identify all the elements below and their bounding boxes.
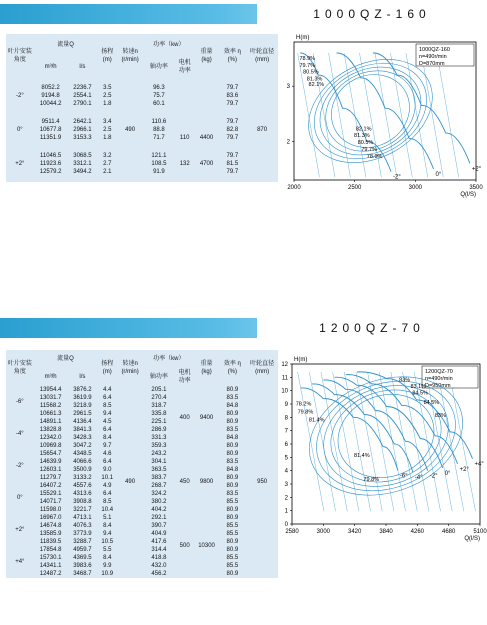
x-tick-label: 2580 [285, 529, 299, 535]
cell-head: 3.5 [103, 85, 112, 91]
info-line: D=950mm [425, 383, 451, 389]
hdr-motor-power: 电机功率 [175, 368, 195, 386]
cell-efficiency: 80.9 [226, 547, 239, 553]
cell-flow-ls: 3908.8 [73, 499, 92, 505]
cell-head: 9.4 [103, 411, 112, 417]
cell-flow-m3h: 9194.8 [41, 93, 60, 99]
cell-flow-m3h: 13828.8 [39, 427, 62, 433]
efficiency-label: 82.1% [355, 126, 372, 133]
x-tick-label: 2000 [287, 185, 301, 191]
cell-head: 8.5 [103, 403, 112, 409]
cell-flow-ls: 3218.9 [73, 403, 92, 409]
cell-efficiency: 79.7 [226, 135, 239, 141]
x-tick-label: 4680 [441, 529, 456, 535]
y-axis-label: H(m) [296, 35, 310, 41]
efficiency-label: 83% [399, 377, 411, 384]
cell-head: 6.4 [103, 427, 112, 433]
cell-head: 2.1 [103, 169, 112, 175]
cell-flow-ls: 4348.5 [73, 451, 92, 457]
x-tick-label: 3840 [379, 529, 393, 535]
cell-efficiency: 80.9 [226, 411, 239, 417]
series-label: 0° [435, 171, 442, 178]
cell-efficiency: 79.7 [226, 169, 239, 175]
cell-weight: 4700 [199, 161, 214, 167]
cell-efficiency: 82.8 [226, 127, 239, 133]
cell-efficiency: 85.5 [226, 555, 239, 561]
cell-head: 4.4 [103, 387, 112, 393]
cell-flow-m3h: 11351.9 [39, 135, 62, 141]
cell-efficiency: 83.5 [226, 395, 239, 401]
cell-efficiency: 83.6 [226, 93, 239, 99]
cell-flow-m3h: 14639.9 [39, 459, 62, 465]
cell-head: 9.0 [103, 467, 112, 473]
cell-efficiency: 80.9 [226, 539, 239, 545]
hdr-flow-ls: l/s [67, 368, 97, 386]
cell-flow-ls: 3221.7 [73, 507, 92, 513]
hdr-power: 功率（kw） [143, 34, 195, 56]
cell-flow-m3h: 12579.2 [39, 169, 62, 175]
cell-motor-power: 450 [179, 479, 190, 485]
cell-flow-ls: 4369.5 [73, 555, 92, 561]
cell-shaft-power: 383.7 [151, 475, 167, 481]
series-label: +2° [471, 166, 482, 173]
cell-shaft-power: 96.3 [153, 85, 165, 91]
cell-shaft-power: 417.6 [151, 539, 167, 545]
y-tick-label: 7 [284, 428, 288, 435]
cell-efficiency: 84.8 [226, 435, 239, 441]
cell-flow-m3h: 10969.8 [39, 443, 62, 449]
x-axis-label: Q(l/S) [460, 192, 476, 198]
hdr-efficiency: 效率 η (%) [218, 34, 246, 78]
spec-table-1000qz160 [6, 34, 278, 182]
cell-flow-ls: 3494.2 [73, 169, 92, 175]
y-tick-label: 8 [284, 415, 288, 422]
y-tick-label: 3 [286, 84, 290, 91]
cell-shaft-power: 108.5 [151, 161, 167, 167]
cell-shaft-power: 363.5 [151, 467, 167, 473]
cell-flow-ls: 3500.9 [73, 467, 92, 473]
group-angle: -2° [15, 93, 24, 99]
performance-chart-2 [272, 354, 487, 544]
efficiency-label: 84.5% [412, 390, 428, 397]
performance-chart-1 [272, 32, 482, 202]
y-tick-label: 2 [286, 139, 290, 146]
cell-flow-ls: 3773.9 [73, 531, 92, 537]
cell-head: 9.7 [103, 443, 112, 449]
cell-flow-m3h: 12342.0 [39, 435, 62, 441]
cell-flow-ls: 3876.2 [73, 387, 92, 393]
section-title-1: 1000QZ-160 [257, 4, 487, 24]
y-tick-label: 3 [284, 482, 288, 488]
efficiency-label: 84.5% [423, 400, 440, 406]
efficiency-label: 81.4% [308, 417, 325, 424]
efficiency-label: 79.7% [361, 147, 377, 154]
cell-flow-ls: 2642.1 [73, 119, 92, 125]
x-tick-label: 2500 [347, 185, 362, 191]
cell-flow-ls: 3468.7 [73, 571, 92, 577]
cell-flow-m3h: 12603.1 [39, 467, 62, 473]
cell-efficiency: 80.9 [226, 515, 239, 521]
efficiency-label: 81.3% [354, 133, 370, 140]
cell-efficiency: 79.7 [226, 101, 239, 107]
hdr-blade-angle: 叶片安装角度 [6, 350, 34, 386]
y-tick-label: 6 [284, 442, 288, 448]
info-box [416, 44, 474, 67]
cell-weight: 9400 [199, 415, 214, 421]
cell-head: 3.4 [103, 119, 112, 125]
hdr-flow: 流量Q [34, 350, 98, 368]
cell-weight: 9800 [199, 479, 214, 485]
cell-flow-m3h: 13585.9 [39, 531, 62, 537]
y-tick-label: 9 [284, 402, 288, 408]
cell-efficiency: 79.7 [226, 85, 239, 91]
chart-1000qz160 [272, 32, 482, 202]
cell-shaft-power: 318.7 [151, 403, 167, 409]
hdr-power: 功率（kw） [143, 350, 195, 368]
cell-efficiency: 84.8 [226, 403, 239, 409]
cell-flow-m3h: 11598.0 [39, 507, 62, 513]
cell-flow-ls: 4136.4 [73, 419, 92, 425]
group-angle: +2° [15, 161, 25, 167]
hdr-flow-m3h: m³/h [34, 368, 68, 386]
cell-flow-ls: 3153.3 [73, 135, 92, 141]
cell-flow-m3h: 14891.1 [39, 419, 62, 425]
cell-efficiency: 85.5 [226, 563, 239, 569]
y-tick-label: 4 [284, 468, 288, 475]
efficiency-label: 80.5% [303, 69, 319, 76]
cell-head: 4.6 [103, 451, 112, 457]
y-tick-label: 10 [281, 388, 288, 395]
cell-efficiency: 85.5 [226, 499, 239, 505]
hdr-flow: 流量Q [34, 34, 98, 56]
cell-shaft-power: 418.8 [151, 555, 167, 561]
cell-head: 6.4 [103, 491, 112, 497]
x-tick-label: 5100 [473, 529, 487, 535]
hdr-weight: 重量 (kg) [195, 350, 219, 386]
cell-motor-power: 400 [179, 415, 190, 421]
section-header-band-2 [0, 318, 487, 338]
hdr-impeller-dia: 叶轮直径 (mm) [246, 350, 278, 386]
cell-shaft-power: 268.7 [151, 483, 167, 489]
cell-flow-ls: 3047.2 [73, 443, 92, 449]
group-angle: -4° [15, 431, 24, 437]
info-line: D=870mm [419, 61, 445, 67]
x-tick-label: 3000 [316, 529, 331, 535]
group-angle: +4° [15, 559, 25, 565]
cell-flow-ls: 3983.6 [73, 563, 92, 569]
cell-head: 4.5 [103, 419, 112, 425]
cell-shaft-power: 314.4 [151, 547, 167, 553]
cell-efficiency: 85.5 [226, 531, 239, 537]
cell-flow-m3h: 16967.0 [39, 515, 62, 521]
efficiency-label: 80.5% [357, 140, 374, 147]
efficiency-label: 81.3% [306, 76, 323, 83]
cell-efficiency: 80.9 [226, 571, 239, 577]
efficiency-label: 82.1% [308, 82, 325, 89]
chart-1200qz70 [272, 354, 487, 544]
cell-shaft-power: 110.6 [151, 119, 167, 125]
cell-shaft-power: 390.7 [151, 523, 167, 529]
cell-flow-ls: 3068.5 [73, 153, 92, 159]
cell-efficiency: 79.7 [226, 153, 239, 159]
cell-flow-ls: 3428.3 [73, 435, 92, 441]
cell-motor-power: 132 [179, 161, 190, 167]
cell-motor-power: 500 [179, 543, 190, 549]
hdr-head: 扬程 (m) [97, 34, 117, 78]
series-label: -6° [399, 473, 408, 480]
group-angle: +2° [15, 527, 25, 533]
cell-shaft-power: 75.7 [153, 93, 165, 99]
efficiency-label: 79.8% [363, 476, 380, 483]
cell-head: 2.5 [103, 93, 112, 99]
cell-flow-m3h: 17854.8 [39, 547, 62, 553]
cell-efficiency: 80.9 [226, 483, 239, 489]
efficiency-label: 83% [434, 412, 446, 419]
cell-flow-m3h: 11568.2 [39, 403, 62, 409]
efficiency-label: 78.9% [366, 153, 383, 160]
cell-shaft-power: 243.2 [151, 451, 167, 457]
cell-flow-ls: 2790.1 [73, 101, 92, 107]
spec-table-1200qz70 [6, 350, 278, 578]
efficiency-label: 81.4% [354, 452, 370, 459]
cell-flow-ls: 3312.1 [73, 161, 92, 167]
cell-flow-m3h: 11923.6 [39, 161, 62, 167]
cell-flow-m3h: 16407.2 [39, 483, 62, 489]
cell-head: 2.7 [103, 161, 112, 167]
cell-flow-m3h: 13031.7 [39, 395, 62, 401]
y-tick-label: 11 [281, 375, 288, 382]
y-tick-label: 5 [284, 455, 288, 462]
hdr-blade-angle: 叶片安装角度 [6, 34, 34, 78]
cell-flow-m3h: 11839.5 [39, 539, 62, 545]
cell-head: 5.1 [103, 515, 112, 521]
cell-head: 9.9 [103, 563, 112, 569]
cell-flow-ls: 4313.6 [73, 491, 92, 497]
cell-flow-ls: 4959.7 [73, 547, 92, 553]
group-angle: -2° [15, 463, 24, 469]
cell-flow-ls: 4557.6 [73, 483, 92, 489]
x-tick-label: 3500 [469, 185, 483, 191]
cell-efficiency: 80.9 [226, 443, 239, 449]
cell-head: 5.5 [103, 547, 112, 553]
cell-speed: 490 [125, 127, 136, 133]
info-line: 1200QZ-70 [425, 369, 453, 375]
hdr-shaft-power: 轴功率 [143, 368, 175, 386]
series-label: 0° [444, 471, 451, 477]
cell-flow-m3h: 10044.2 [39, 101, 62, 107]
cell-shaft-power: 404.2 [151, 507, 167, 513]
cell-flow-m3h: 10661.3 [39, 411, 62, 417]
x-axis-label: Q(l/S) [464, 536, 480, 542]
cell-head: 10.9 [101, 571, 114, 577]
cell-shaft-power: 91.9 [153, 169, 165, 175]
hdr-impeller-dia: 叶轮直径 (mm) [246, 34, 278, 78]
section-header-band-1 [0, 4, 487, 24]
cell-efficiency: 84.8 [226, 467, 239, 473]
x-tick-label: 4260 [410, 529, 425, 535]
cell-shaft-power: 270.4 [151, 395, 167, 401]
hdr-flow-m3h: m³/h [34, 56, 68, 78]
hdr-shaft-power: 轴功率 [143, 56, 175, 78]
cell-weight: 4400 [199, 135, 214, 141]
cell-head: 9.4 [103, 531, 112, 537]
cell-efficiency: 80.9 [226, 451, 239, 457]
hdr-speed: 转速n (r/min) [117, 34, 143, 78]
series-label: +4° [474, 461, 484, 468]
cell-shaft-power: 304.1 [151, 459, 167, 465]
info-line: 1000QZ-160 [419, 47, 450, 53]
x-tick-label: 3420 [347, 529, 362, 535]
cell-efficiency: 81.5 [226, 161, 239, 167]
cell-motor-power: 110 [179, 135, 190, 141]
cell-efficiency: 85.5 [226, 523, 239, 529]
cell-head: 1.8 [103, 101, 112, 107]
cell-head: 8.5 [103, 499, 112, 505]
cell-speed: 490 [125, 479, 136, 485]
cell-flow-ls: 3619.9 [73, 395, 92, 401]
cell-flow-m3h: 14341.1 [39, 563, 62, 569]
cell-head: 3.2 [103, 153, 112, 159]
cell-head: 2.5 [103, 127, 112, 133]
cell-efficiency: 83.5 [226, 459, 239, 465]
cell-efficiency: 83.5 [226, 427, 239, 433]
info-box [422, 366, 478, 389]
efficiency-label: 78.9% [299, 55, 316, 62]
cell-flow-ls: 3841.3 [73, 427, 92, 433]
cell-head: 10.1 [101, 475, 114, 481]
cell-efficiency: 79.7 [226, 119, 239, 125]
series-label: +2° [459, 467, 469, 473]
cell-shaft-power: 432.0 [151, 563, 167, 569]
cell-impeller-dia: 870 [257, 127, 268, 133]
cell-flow-m3h: 15529.1 [39, 491, 62, 497]
cell-efficiency: 80.9 [226, 507, 239, 513]
cell-efficiency: 80.9 [226, 475, 239, 481]
cell-head: 10.4 [101, 507, 114, 513]
cell-flow-m3h: 10677.8 [39, 127, 62, 133]
cell-flow-ls: 3133.2 [73, 475, 92, 481]
cell-flow-m3h: 11279.7 [39, 475, 62, 481]
cell-head: 1.8 [103, 135, 112, 141]
cell-shaft-power: 71.7 [153, 135, 165, 141]
cell-flow-ls: 3288.7 [73, 539, 92, 545]
cell-flow-m3h: 12487.2 [39, 571, 62, 577]
group-angle: -6° [15, 399, 24, 405]
hdr-motor-power: 电机功率 [175, 56, 195, 78]
cell-flow-ls: 4066.6 [73, 459, 92, 465]
group-angle: 0° [16, 495, 23, 501]
cell-flow-m3h: 8052.2 [41, 85, 60, 91]
info-line: n=490r/min [419, 54, 447, 60]
cell-shaft-power: 380.2 [151, 499, 167, 505]
hdr-flow-ls: l/s [68, 56, 98, 78]
cell-efficiency: 80.9 [226, 419, 239, 425]
cell-flow-ls: 2554.1 [73, 93, 92, 99]
cell-impeller-dia: 950 [257, 479, 268, 485]
cell-shaft-power: 286.9 [151, 427, 167, 433]
y-tick-label: 0 [284, 522, 288, 528]
series-label: -2° [393, 174, 401, 181]
group-angle: 0° [16, 127, 23, 133]
cell-shaft-power: 292.1 [151, 515, 167, 521]
cell-flow-m3h: 15654.7 [39, 451, 62, 457]
cell-shaft-power: 225.1 [151, 419, 167, 425]
y-tick-label: 2 [284, 495, 288, 502]
cell-shaft-power: 331.3 [151, 435, 167, 441]
cell-shaft-power: 456.2 [151, 571, 167, 577]
cell-shaft-power: 60.1 [153, 101, 165, 107]
cell-flow-m3h: 11046.5 [39, 153, 62, 159]
cell-flow-m3h: 13954.4 [39, 387, 62, 393]
cell-flow-ls: 2236.7 [73, 85, 92, 91]
efficiency-label: 83.1% [410, 384, 427, 390]
hdr-speed: 转速n (r/min) [117, 350, 143, 386]
series-label: -4° [414, 475, 423, 481]
cell-head: 10.5 [101, 539, 114, 545]
hdr-efficiency: 效率 η (%) [219, 350, 247, 386]
cell-shaft-power: 205.1 [151, 387, 167, 393]
cell-head: 8.4 [103, 435, 112, 441]
cell-weight: 10300 [198, 543, 215, 549]
y-tick-label: 12 [281, 362, 288, 368]
cell-flow-m3h: 15730.1 [39, 555, 62, 561]
efficiency-label: 79.7% [299, 62, 316, 69]
info-line: n=490r/min [425, 376, 453, 382]
hdr-head: 扬程 (m) [97, 350, 117, 386]
efficiency-label: 78.2% [295, 401, 312, 408]
cell-flow-ls: 4713.1 [73, 515, 92, 521]
cell-head: 8.4 [103, 523, 112, 529]
cell-efficiency: 83.5 [226, 491, 239, 497]
section-title-2: 1200QZ-70 [257, 318, 487, 338]
cell-flow-ls: 2961.5 [73, 411, 92, 417]
cell-shaft-power: 359.3 [151, 443, 167, 449]
series-label: -2° [429, 473, 438, 480]
cell-head: 6.4 [103, 395, 112, 401]
cell-shaft-power: 324.2 [151, 491, 167, 497]
hdr-weight: 重量 (kg) [195, 34, 219, 78]
cell-shaft-power: 88.8 [153, 127, 165, 133]
cell-head: 6.4 [103, 459, 112, 465]
cell-flow-m3h: 9511.4 [41, 119, 60, 125]
cell-shaft-power: 404.9 [151, 531, 167, 537]
cell-flow-ls: 4076.3 [73, 523, 92, 529]
cell-head: 8.4 [103, 555, 112, 561]
y-axis-label: H(m) [294, 357, 308, 363]
cell-flow-m3h: 14071.7 [39, 499, 62, 505]
cell-efficiency: 80.9 [226, 387, 239, 393]
efficiency-label: 79.8% [297, 409, 314, 416]
cell-flow-m3h: 14674.8 [39, 523, 62, 529]
y-tick-label: 1 [284, 508, 288, 515]
cell-flow-ls: 2966.1 [73, 127, 92, 133]
cell-shaft-power: 335.8 [151, 411, 167, 417]
cell-head: 4.9 [103, 483, 112, 489]
cell-shaft-power: 121.1 [151, 153, 167, 159]
x-tick-label: 3000 [408, 185, 423, 191]
